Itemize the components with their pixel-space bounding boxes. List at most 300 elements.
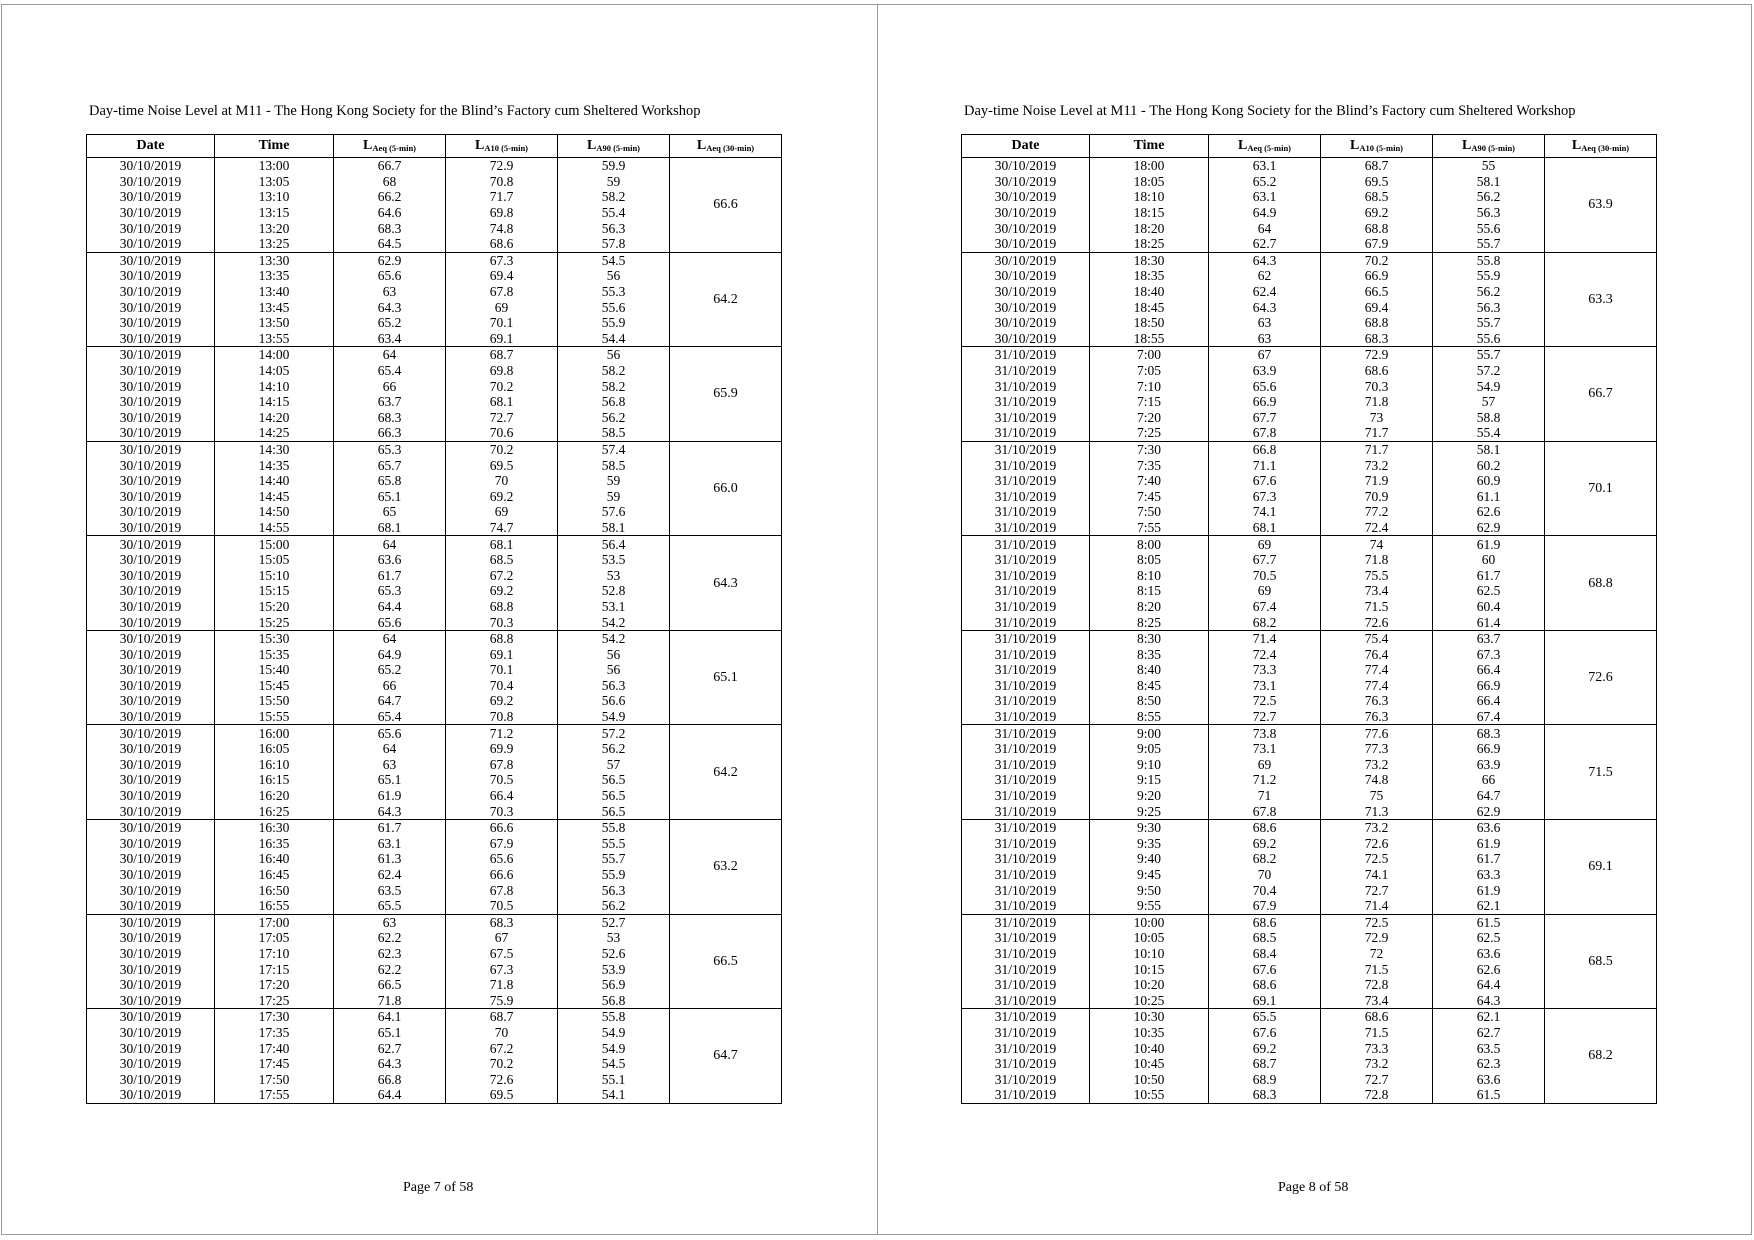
la10-5min-cell: 72.8 [1321, 1087, 1433, 1103]
laeq-5min-cell: 74.1 [1209, 504, 1321, 520]
la10-5min-cell: 67.2 [446, 567, 558, 583]
laeq-5min-cell: 62.2 [334, 961, 446, 977]
la90-5min-cell: 62.6 [1433, 961, 1545, 977]
time-cell: 17:05 [215, 930, 334, 946]
table-row [87, 441, 782, 457]
laeq-5min-cell: 66.7 [334, 158, 446, 174]
date-cell: 30/10/2019 [87, 646, 215, 662]
la10-5min-cell: 73.4 [1321, 992, 1433, 1008]
la10-5min-cell: 68.7 [446, 1009, 558, 1025]
time-cell: 18:30 [1090, 252, 1209, 268]
la90-5min-cell: 55.8 [558, 1009, 670, 1025]
la90-5min-cell: 58.1 [1433, 174, 1545, 190]
time-cell: 7:55 [1090, 520, 1209, 536]
la10-5min-cell: 70.2 [446, 378, 558, 394]
laeq-5min-cell: 70 [1209, 867, 1321, 883]
laeq-5min-cell: 69 [1209, 536, 1321, 552]
time-cell: 13:25 [215, 236, 334, 252]
laeq-5min-cell: 65.2 [334, 662, 446, 678]
la90-5min-cell: 53.1 [558, 599, 670, 615]
time-cell: 18:40 [1090, 284, 1209, 300]
la90-5min-cell: 56 [558, 646, 670, 662]
la90-5min-cell: 59.9 [558, 158, 670, 174]
time-cell: 7:00 [1090, 347, 1209, 363]
la90-5min-cell: 58.5 [558, 457, 670, 473]
time-cell: 10:35 [1090, 1025, 1209, 1041]
la10-5min-cell: 69.1 [446, 331, 558, 347]
la90-5min-cell: 56.9 [558, 977, 670, 993]
date-cell: 31/10/2019 [962, 725, 1090, 741]
time-cell: 10:55 [1090, 1087, 1209, 1103]
la10-5min-cell: 72.9 [1321, 347, 1433, 363]
la10-5min-cell: 74.1 [1321, 867, 1433, 883]
laeq-5min-cell: 63 [1209, 315, 1321, 331]
la90-5min-cell: 54.9 [558, 1040, 670, 1056]
time-cell: 18:50 [1090, 315, 1209, 331]
la10-5min-cell: 72.9 [1321, 930, 1433, 946]
la90-5min-cell: 60.9 [1433, 473, 1545, 489]
la90-5min-cell: 59 [558, 473, 670, 489]
laeq-5min-cell: 65.5 [1209, 1009, 1321, 1025]
la10-5min-cell: 70.2 [446, 441, 558, 457]
laeq-5min-cell: 69.2 [1209, 836, 1321, 852]
laeq-5min-cell: 64.3 [334, 803, 446, 819]
la90-5min-cell: 66 [1433, 772, 1545, 788]
la90-5min-cell: 54.2 [558, 614, 670, 630]
time-cell: 10:15 [1090, 961, 1209, 977]
date-cell: 31/10/2019 [962, 536, 1090, 552]
date-cell: 31/10/2019 [962, 992, 1090, 1008]
date-cell: 30/10/2019 [87, 961, 215, 977]
table-header-row [962, 135, 1657, 158]
laeq-5min-cell: 61.3 [334, 851, 446, 867]
laeq-5min-cell: 65.3 [334, 441, 446, 457]
date-cell: 30/10/2019 [87, 1009, 215, 1025]
date-cell: 30/10/2019 [87, 158, 215, 174]
laeq-5min-cell: 65.6 [334, 614, 446, 630]
la90-5min-cell: 59 [558, 174, 670, 190]
time-cell: 16:15 [215, 772, 334, 788]
laeq-30min-cell: 64.2 [670, 725, 782, 820]
date-cell: 30/10/2019 [87, 520, 215, 536]
date-cell: 31/10/2019 [962, 819, 1090, 835]
laeq-5min-cell: 63.5 [334, 882, 446, 898]
table-row [962, 819, 1657, 835]
la90-5min-cell: 55.7 [1433, 347, 1545, 363]
time-cell: 16:05 [215, 741, 334, 757]
date-cell: 30/10/2019 [87, 693, 215, 709]
la90-5min-cell: 56 [558, 268, 670, 284]
laeq-5min-cell: 65.2 [1209, 174, 1321, 190]
date-cell: 31/10/2019 [962, 504, 1090, 520]
la10-5min-cell: 67.8 [446, 757, 558, 773]
time-cell: 15:45 [215, 678, 334, 694]
la10-5min-cell: 70.8 [446, 174, 558, 190]
laeq-5min-cell: 65.7 [334, 457, 446, 473]
la10-5min-cell: 70.5 [446, 898, 558, 914]
noise-table [961, 134, 1657, 1104]
la90-5min-cell: 55.9 [558, 315, 670, 331]
date-cell: 30/10/2019 [87, 252, 215, 268]
la90-5min-cell: 61.4 [1433, 614, 1545, 630]
la10-5min-cell: 71.8 [1321, 552, 1433, 568]
time-cell: 7:10 [1090, 378, 1209, 394]
time-cell: 14:55 [215, 520, 334, 536]
la10-5min-cell: 68.6 [446, 236, 558, 252]
la10-5min-cell: 68.3 [1321, 331, 1433, 347]
laeq-5min-cell: 64.3 [1209, 299, 1321, 315]
la90-5min-cell: 53 [558, 930, 670, 946]
date-cell: 30/10/2019 [87, 552, 215, 568]
la90-5min-cell: 56 [558, 662, 670, 678]
laeq-5min-cell: 62.2 [334, 930, 446, 946]
la90-5min-cell: 62.9 [1433, 520, 1545, 536]
date-cell: 30/10/2019 [87, 268, 215, 284]
laeq-5min-cell: 67.7 [1209, 410, 1321, 426]
time-cell: 15:15 [215, 583, 334, 599]
la10-5min-cell: 66.5 [1321, 284, 1433, 300]
table-header-row [87, 135, 782, 158]
laeq-5min-cell: 67 [1209, 347, 1321, 363]
la90-5min-cell: 56.6 [558, 693, 670, 709]
laeq-5min-cell: 69.2 [1209, 1040, 1321, 1056]
time-cell: 8:50 [1090, 693, 1209, 709]
time-cell: 8:40 [1090, 662, 1209, 678]
la10-5min-cell: 68.6 [1321, 1009, 1433, 1025]
laeq-5min-cell: 64 [334, 630, 446, 646]
la10-5min-cell: 75 [1321, 788, 1433, 804]
la90-5min-cell: 57.8 [558, 236, 670, 252]
la90-5min-cell: 55.4 [1433, 425, 1545, 441]
laeq-5min-cell: 67.7 [1209, 552, 1321, 568]
date-cell: 31/10/2019 [962, 851, 1090, 867]
la90-5min-cell: 53.9 [558, 961, 670, 977]
la10-5min-cell: 71.3 [1321, 803, 1433, 819]
date-cell: 31/10/2019 [962, 630, 1090, 646]
la90-5min-cell: 55.4 [558, 205, 670, 221]
la10-5min-cell: 74.7 [446, 520, 558, 536]
la10-5min-cell: 71.7 [446, 189, 558, 205]
la90-5min-cell: 56.8 [558, 394, 670, 410]
la10-5min-cell: 70 [446, 473, 558, 489]
date-cell: 30/10/2019 [962, 268, 1090, 284]
la10-5min-cell: 77.2 [1321, 504, 1433, 520]
la10-5min-cell: 69.5 [446, 1087, 558, 1103]
laeq-5min-cell: 61.9 [334, 788, 446, 804]
time-cell: 17:35 [215, 1025, 334, 1041]
laeq-30min-cell: 66.5 [670, 914, 782, 1009]
time-cell: 13:10 [215, 189, 334, 205]
date-cell: 30/10/2019 [87, 189, 215, 205]
la10-5min-cell: 70.4 [446, 678, 558, 694]
time-cell: 9:40 [1090, 851, 1209, 867]
time-cell: 16:00 [215, 725, 334, 741]
la10-5min-cell: 68.5 [1321, 189, 1433, 205]
laeq-5min-cell: 68.3 [1209, 1087, 1321, 1103]
la90-5min-cell: 57.2 [1433, 363, 1545, 379]
laeq-5min-cell: 64.3 [1209, 252, 1321, 268]
date-cell: 30/10/2019 [87, 410, 215, 426]
date-cell: 30/10/2019 [962, 284, 1090, 300]
time-cell: 10:45 [1090, 1056, 1209, 1072]
date-cell: 30/10/2019 [87, 488, 215, 504]
time-cell: 13:40 [215, 284, 334, 300]
header-la90-5min: LA90 (5-min) [558, 135, 670, 158]
time-cell: 10:05 [1090, 930, 1209, 946]
laeq-5min-cell: 65.4 [334, 709, 446, 725]
date-cell: 30/10/2019 [962, 236, 1090, 252]
la90-5min-cell: 64.3 [1433, 992, 1545, 1008]
la10-5min-cell: 70.2 [1321, 252, 1433, 268]
header-la10-5min: LA10 (5-min) [1321, 135, 1433, 158]
time-cell: 17:55 [215, 1087, 334, 1103]
la10-5min-cell: 66.6 [446, 819, 558, 835]
time-cell: 8:35 [1090, 646, 1209, 662]
laeq-30min-cell: 68.5 [1545, 914, 1657, 1009]
laeq-5min-cell: 71.4 [1209, 630, 1321, 646]
laeq-5min-cell: 73.3 [1209, 662, 1321, 678]
la10-5min-cell: 68.7 [1321, 158, 1433, 174]
la90-5min-cell: 55.9 [558, 867, 670, 883]
table-row [962, 1009, 1657, 1025]
date-cell: 31/10/2019 [962, 614, 1090, 630]
time-cell: 17:50 [215, 1071, 334, 1087]
table-row [962, 441, 1657, 457]
time-cell: 13:15 [215, 205, 334, 221]
la10-5min-cell: 71.9 [1321, 473, 1433, 489]
date-cell: 30/10/2019 [87, 898, 215, 914]
time-cell: 14:35 [215, 457, 334, 473]
la90-5min-cell: 52.6 [558, 946, 670, 962]
page-title: Day-time Noise Level at M11 - The Hong Kong Society for the Blind’s Factory cum Sheltered Workshop [89, 103, 701, 119]
laeq-30min-cell: 70.1 [1545, 441, 1657, 536]
la90-5min-cell: 61.9 [1433, 836, 1545, 852]
date-cell: 30/10/2019 [87, 662, 215, 678]
la10-5min-cell: 70.6 [446, 425, 558, 441]
la90-5min-cell: 55.9 [1433, 268, 1545, 284]
date-cell: 30/10/2019 [87, 599, 215, 615]
laeq-5min-cell: 66.3 [334, 425, 446, 441]
la90-5min-cell: 54.5 [558, 1056, 670, 1072]
date-cell: 31/10/2019 [962, 836, 1090, 852]
laeq-5min-cell: 65.3 [334, 583, 446, 599]
la90-5min-cell: 55 [1433, 158, 1545, 174]
table-row [87, 536, 782, 552]
time-cell: 17:00 [215, 914, 334, 930]
laeq-5min-cell: 62.4 [1209, 284, 1321, 300]
laeq-5min-cell: 71.2 [1209, 772, 1321, 788]
la90-5min-cell: 52.8 [558, 583, 670, 599]
la10-5min-cell: 68.1 [446, 536, 558, 552]
la10-5min-cell: 70.3 [446, 803, 558, 819]
la10-5min-cell: 69 [446, 299, 558, 315]
la10-5min-cell: 70.8 [446, 709, 558, 725]
laeq-5min-cell: 65 [334, 504, 446, 520]
la90-5min-cell: 63.5 [1433, 1040, 1545, 1056]
time-cell: 18:20 [1090, 220, 1209, 236]
la10-5min-cell: 69.2 [446, 488, 558, 504]
time-cell: 15:55 [215, 709, 334, 725]
la10-5min-cell: 73.2 [1321, 757, 1433, 773]
la10-5min-cell: 69.9 [446, 741, 558, 757]
laeq-5min-cell: 66.8 [334, 1071, 446, 1087]
la10-5min-cell: 67 [446, 930, 558, 946]
time-cell: 13:20 [215, 220, 334, 236]
date-cell: 30/10/2019 [87, 867, 215, 883]
la90-5min-cell: 56.5 [558, 803, 670, 819]
date-cell: 31/10/2019 [962, 1025, 1090, 1041]
la90-5min-cell: 54.9 [558, 1025, 670, 1041]
la10-5min-cell: 69.2 [1321, 205, 1433, 221]
la90-5min-cell: 62.9 [1433, 803, 1545, 819]
la10-5min-cell: 72.4 [1321, 520, 1433, 536]
la10-5min-cell: 70 [446, 1025, 558, 1041]
date-cell: 30/10/2019 [87, 504, 215, 520]
la90-5min-cell: 61.1 [1433, 488, 1545, 504]
laeq-5min-cell: 63.7 [334, 394, 446, 410]
la10-5min-cell: 69.4 [446, 268, 558, 284]
la10-5min-cell: 67.5 [446, 946, 558, 962]
date-cell: 31/10/2019 [962, 914, 1090, 930]
date-cell: 30/10/2019 [87, 836, 215, 852]
la10-5min-cell: 68.8 [446, 599, 558, 615]
laeq-5min-cell: 63.9 [1209, 363, 1321, 379]
la10-5min-cell: 68.3 [446, 914, 558, 930]
laeq-5min-cell: 63.4 [334, 331, 446, 347]
time-cell: 9:00 [1090, 725, 1209, 741]
laeq-30min-cell: 65.1 [670, 630, 782, 725]
date-cell: 30/10/2019 [87, 819, 215, 835]
time-cell: 9:35 [1090, 836, 1209, 852]
la10-5min-cell: 77.3 [1321, 741, 1433, 757]
la10-5min-cell: 74 [1321, 536, 1433, 552]
date-cell: 31/10/2019 [962, 678, 1090, 694]
laeq-5min-cell: 65.1 [334, 1025, 446, 1041]
time-cell: 9:15 [1090, 772, 1209, 788]
time-cell: 14:05 [215, 363, 334, 379]
la90-5min-cell: 56.3 [558, 678, 670, 694]
date-cell: 31/10/2019 [962, 930, 1090, 946]
time-cell: 16:55 [215, 898, 334, 914]
table-row [87, 1009, 782, 1025]
date-cell: 30/10/2019 [87, 1025, 215, 1041]
time-cell: 13:00 [215, 158, 334, 174]
laeq-5min-cell: 71.8 [334, 992, 446, 1008]
time-cell: 8:45 [1090, 678, 1209, 694]
time-cell: 13:30 [215, 252, 334, 268]
laeq-5min-cell: 73.1 [1209, 678, 1321, 694]
time-cell: 17:15 [215, 961, 334, 977]
la10-5min-cell: 72.7 [1321, 1071, 1433, 1087]
la10-5min-cell: 72.6 [1321, 614, 1433, 630]
date-cell: 31/10/2019 [962, 473, 1090, 489]
laeq-5min-cell: 63 [334, 284, 446, 300]
time-cell: 7:35 [1090, 457, 1209, 473]
la10-5min-cell: 76.3 [1321, 693, 1433, 709]
laeq-5min-cell: 69 [1209, 757, 1321, 773]
time-cell: 16:30 [215, 819, 334, 835]
laeq-5min-cell: 67.6 [1209, 473, 1321, 489]
date-cell: 30/10/2019 [87, 725, 215, 741]
laeq-5min-cell: 70.5 [1209, 567, 1321, 583]
laeq-30min-cell: 63.3 [1545, 252, 1657, 347]
laeq-5min-cell: 68.4 [1209, 946, 1321, 962]
time-cell: 18:00 [1090, 158, 1209, 174]
laeq-5min-cell: 65.1 [334, 772, 446, 788]
time-cell: 14:45 [215, 488, 334, 504]
la10-5min-cell: 76.3 [1321, 709, 1433, 725]
la90-5min-cell: 63.6 [1433, 946, 1545, 962]
date-cell: 30/10/2019 [87, 220, 215, 236]
la90-5min-cell: 66.4 [1433, 662, 1545, 678]
time-cell: 9:05 [1090, 741, 1209, 757]
la90-5min-cell: 57.4 [558, 441, 670, 457]
laeq-5min-cell: 63.1 [1209, 189, 1321, 205]
la10-5min-cell: 70.9 [1321, 488, 1433, 504]
la10-5min-cell: 74.8 [446, 220, 558, 236]
time-cell: 14:20 [215, 410, 334, 426]
date-cell: 30/10/2019 [87, 930, 215, 946]
la10-5min-cell: 75.9 [446, 992, 558, 1008]
time-cell: 13:55 [215, 331, 334, 347]
table-row [962, 252, 1657, 268]
la90-5min-cell: 56.5 [558, 772, 670, 788]
time-cell: 15:40 [215, 662, 334, 678]
date-cell: 30/10/2019 [87, 630, 215, 646]
date-cell: 31/10/2019 [962, 552, 1090, 568]
la90-5min-cell: 53.5 [558, 552, 670, 568]
laeq-30min-cell: 66.0 [670, 441, 782, 536]
page-footer: Page 7 of 58 [403, 1180, 474, 1195]
date-cell: 30/10/2019 [87, 882, 215, 898]
la90-5min-cell: 54.5 [558, 252, 670, 268]
la90-5min-cell: 66.9 [1433, 741, 1545, 757]
la90-5min-cell: 55.7 [1433, 236, 1545, 252]
laeq-5min-cell: 64.5 [334, 236, 446, 252]
date-cell: 31/10/2019 [962, 410, 1090, 426]
date-cell: 30/10/2019 [87, 1071, 215, 1087]
time-cell: 18:35 [1090, 268, 1209, 284]
la10-5min-cell: 65.6 [446, 851, 558, 867]
laeq-5min-cell: 65.8 [334, 473, 446, 489]
la90-5min-cell: 61.7 [1433, 851, 1545, 867]
laeq-5min-cell: 67.6 [1209, 1025, 1321, 1041]
la90-5min-cell: 62.1 [1433, 1009, 1545, 1025]
table-row [87, 725, 782, 741]
la10-5min-cell: 77.6 [1321, 725, 1433, 741]
time-cell: 8:55 [1090, 709, 1209, 725]
laeq-5min-cell: 64 [334, 536, 446, 552]
table-row [962, 536, 1657, 552]
la10-5min-cell: 73 [1321, 410, 1433, 426]
la10-5min-cell: 67.3 [446, 961, 558, 977]
la90-5min-cell: 66.9 [1433, 678, 1545, 694]
page-8 [877, 4, 1752, 1235]
laeq-5min-cell: 62.4 [334, 867, 446, 883]
la10-5min-cell: 67.8 [446, 284, 558, 300]
laeq-5min-cell: 62.7 [1209, 236, 1321, 252]
laeq-5min-cell: 72.4 [1209, 646, 1321, 662]
date-cell: 31/10/2019 [962, 1056, 1090, 1072]
time-cell: 9:50 [1090, 882, 1209, 898]
time-cell: 15:10 [215, 567, 334, 583]
la90-5min-cell: 55.8 [558, 819, 670, 835]
date-cell: 31/10/2019 [962, 757, 1090, 773]
time-cell: 17:25 [215, 992, 334, 1008]
la90-5min-cell: 67.3 [1433, 646, 1545, 662]
header-laeq-5min: LAeq (5-min) [1209, 135, 1321, 158]
la10-5min-cell: 70.5 [446, 772, 558, 788]
